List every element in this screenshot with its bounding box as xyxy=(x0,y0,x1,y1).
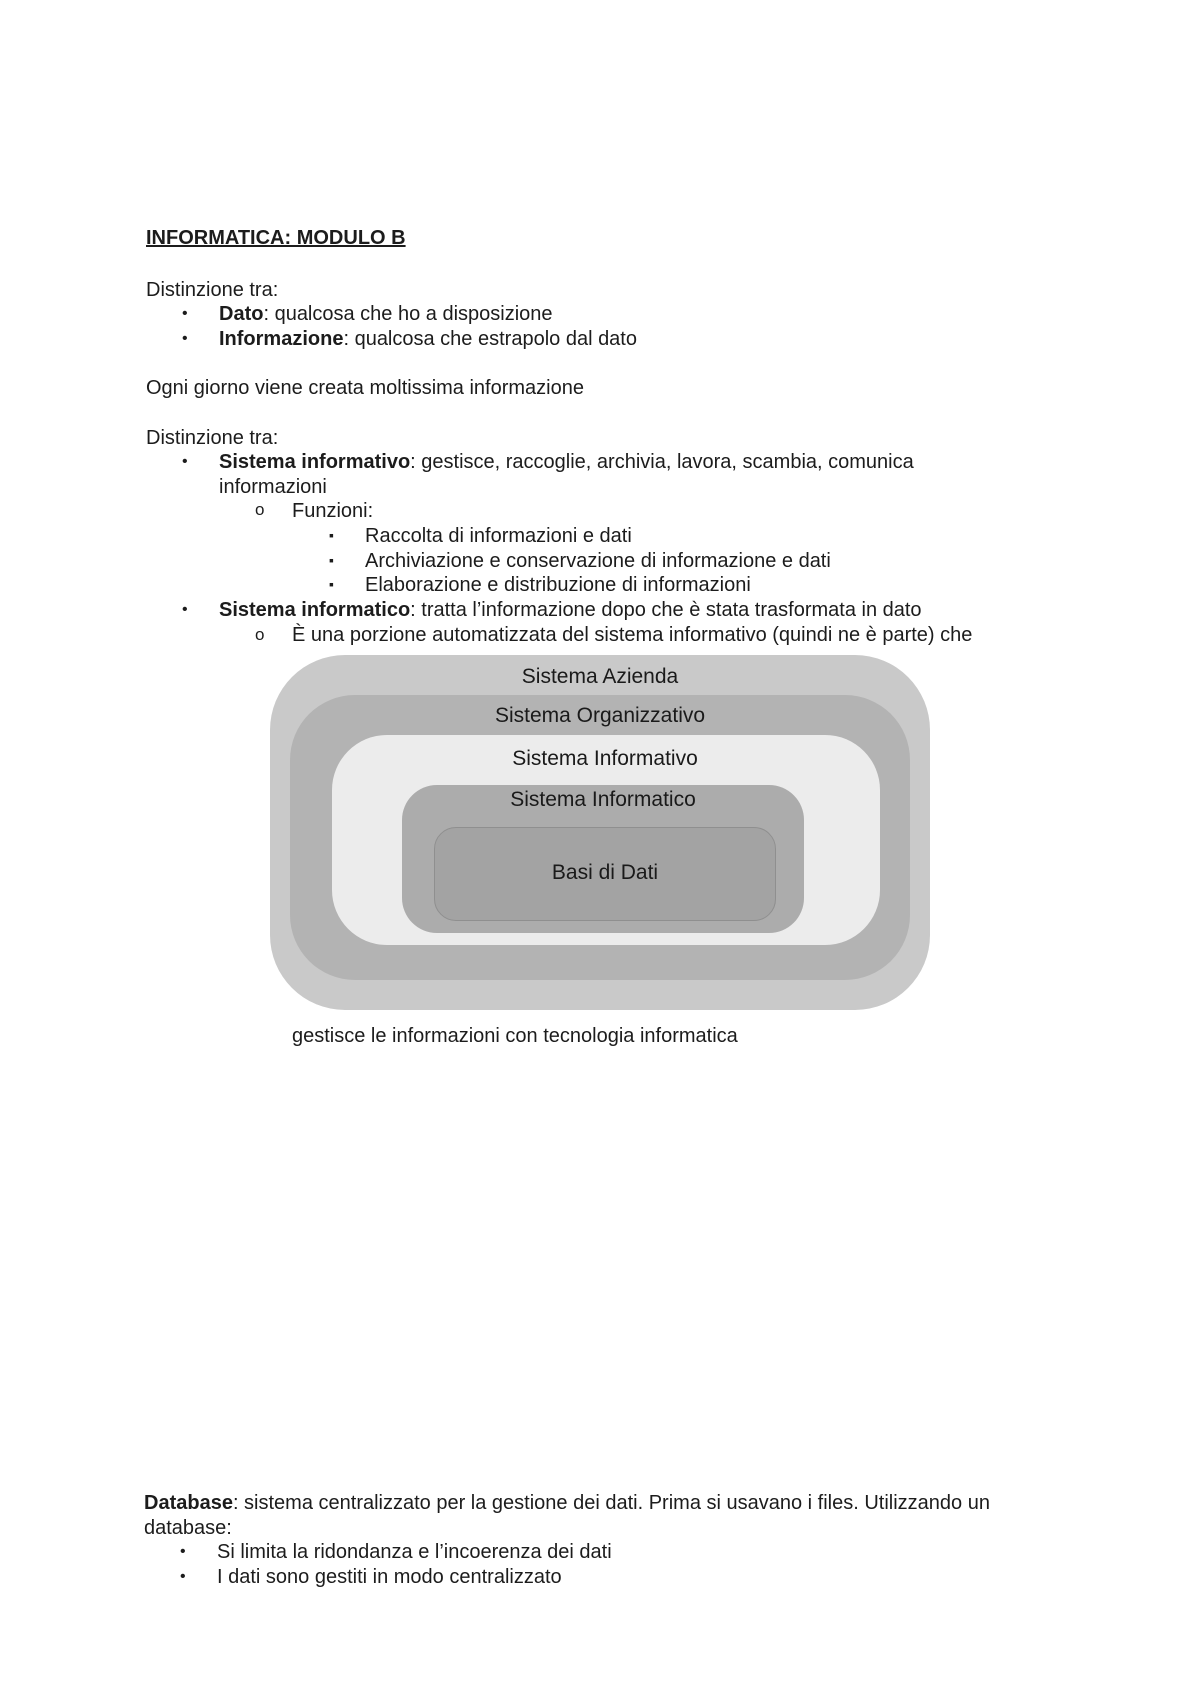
sistema-informatico-sub-cont: gestisce le informazioni con tecnologia informatica xyxy=(292,1025,738,1047)
bullet-marker: • xyxy=(182,305,188,322)
section2-intro: Distinzione tra: xyxy=(146,427,279,449)
desc-database: : sistema centralizzato per la gestione dei dati. Prima si usavano i files. Utilizzando un xyxy=(232,1492,990,1514)
desc-sistema-informatico: : tratta l’informazione dopo che è stata trasformata in dato xyxy=(410,599,922,621)
database-paragraph xyxy=(144,1491,990,1515)
circle-marker: o xyxy=(255,625,265,644)
sistema-informatico-sub: È una porzione automatizzata del sistema informativo (quindi ne è parte) che xyxy=(292,624,973,646)
term-informazione: Informazione xyxy=(219,328,344,350)
label-sistema-informatico: Sistema Informatico xyxy=(510,788,696,811)
desc-informazione: : qualcosa che estrapolo dal dato xyxy=(343,328,637,350)
bullet-marker: • xyxy=(182,453,188,470)
funzione-item: Raccolta di informazioni e dati xyxy=(365,525,632,547)
bullet-marker: • xyxy=(180,1568,186,1585)
bullet-marker: • xyxy=(182,330,188,347)
list-item-sistema-informativo xyxy=(219,450,914,474)
database-item: Si limita la ridondanza e l’incoerenza dei dati xyxy=(217,1541,612,1563)
term-dato: Dato xyxy=(219,303,264,325)
circle-marker: o xyxy=(255,500,265,519)
section1-intro: Distinzione tra: xyxy=(146,279,279,301)
label-sistema-organizzativo: Sistema Organizzativo xyxy=(494,704,706,727)
desc-database-cont: database: xyxy=(144,1517,232,1539)
square-marker: ▪ xyxy=(329,552,334,568)
square-marker: ▪ xyxy=(329,527,334,543)
list-item-informazione xyxy=(219,327,637,351)
desc-sistema-informativo: : gestisce, raccoglie, archivia, lavora, scambia, comunica xyxy=(410,451,914,473)
funzioni-label: Funzioni: xyxy=(292,500,374,522)
database-item: I dati sono gestiti in modo centralizzato xyxy=(217,1566,562,1588)
desc-dato: : qualcosa che ho a disposizione xyxy=(263,303,553,325)
term-database: Database xyxy=(144,1492,233,1514)
label-sistema-azienda: Sistema Azienda xyxy=(521,665,679,688)
label-sistema-informativo: Sistema Informativo xyxy=(512,747,698,770)
bullet-marker: • xyxy=(180,1543,186,1560)
list-item-sistema-informatico xyxy=(219,598,922,622)
term-sistema-informativo: Sistema informativo xyxy=(219,451,411,473)
paragraph-informazione: Ogni giorno viene creata moltissima informazione xyxy=(146,377,584,399)
label-basi-di-dati: Basi di Dati xyxy=(551,861,659,884)
list-item-dato xyxy=(219,302,553,326)
square-marker: ▪ xyxy=(329,576,334,592)
funzione-item: Archiviazione e conservazione di informazione e dati xyxy=(365,550,831,572)
term-sistema-informatico: Sistema informatico xyxy=(219,599,411,621)
desc-sistema-informativo-cont: informazioni xyxy=(219,476,327,498)
page-title: INFORMATICA: MODULO B xyxy=(146,227,406,249)
bullet-marker: • xyxy=(182,601,188,618)
funzione-item: Elaborazione e distribuzione di informazioni xyxy=(365,574,751,596)
